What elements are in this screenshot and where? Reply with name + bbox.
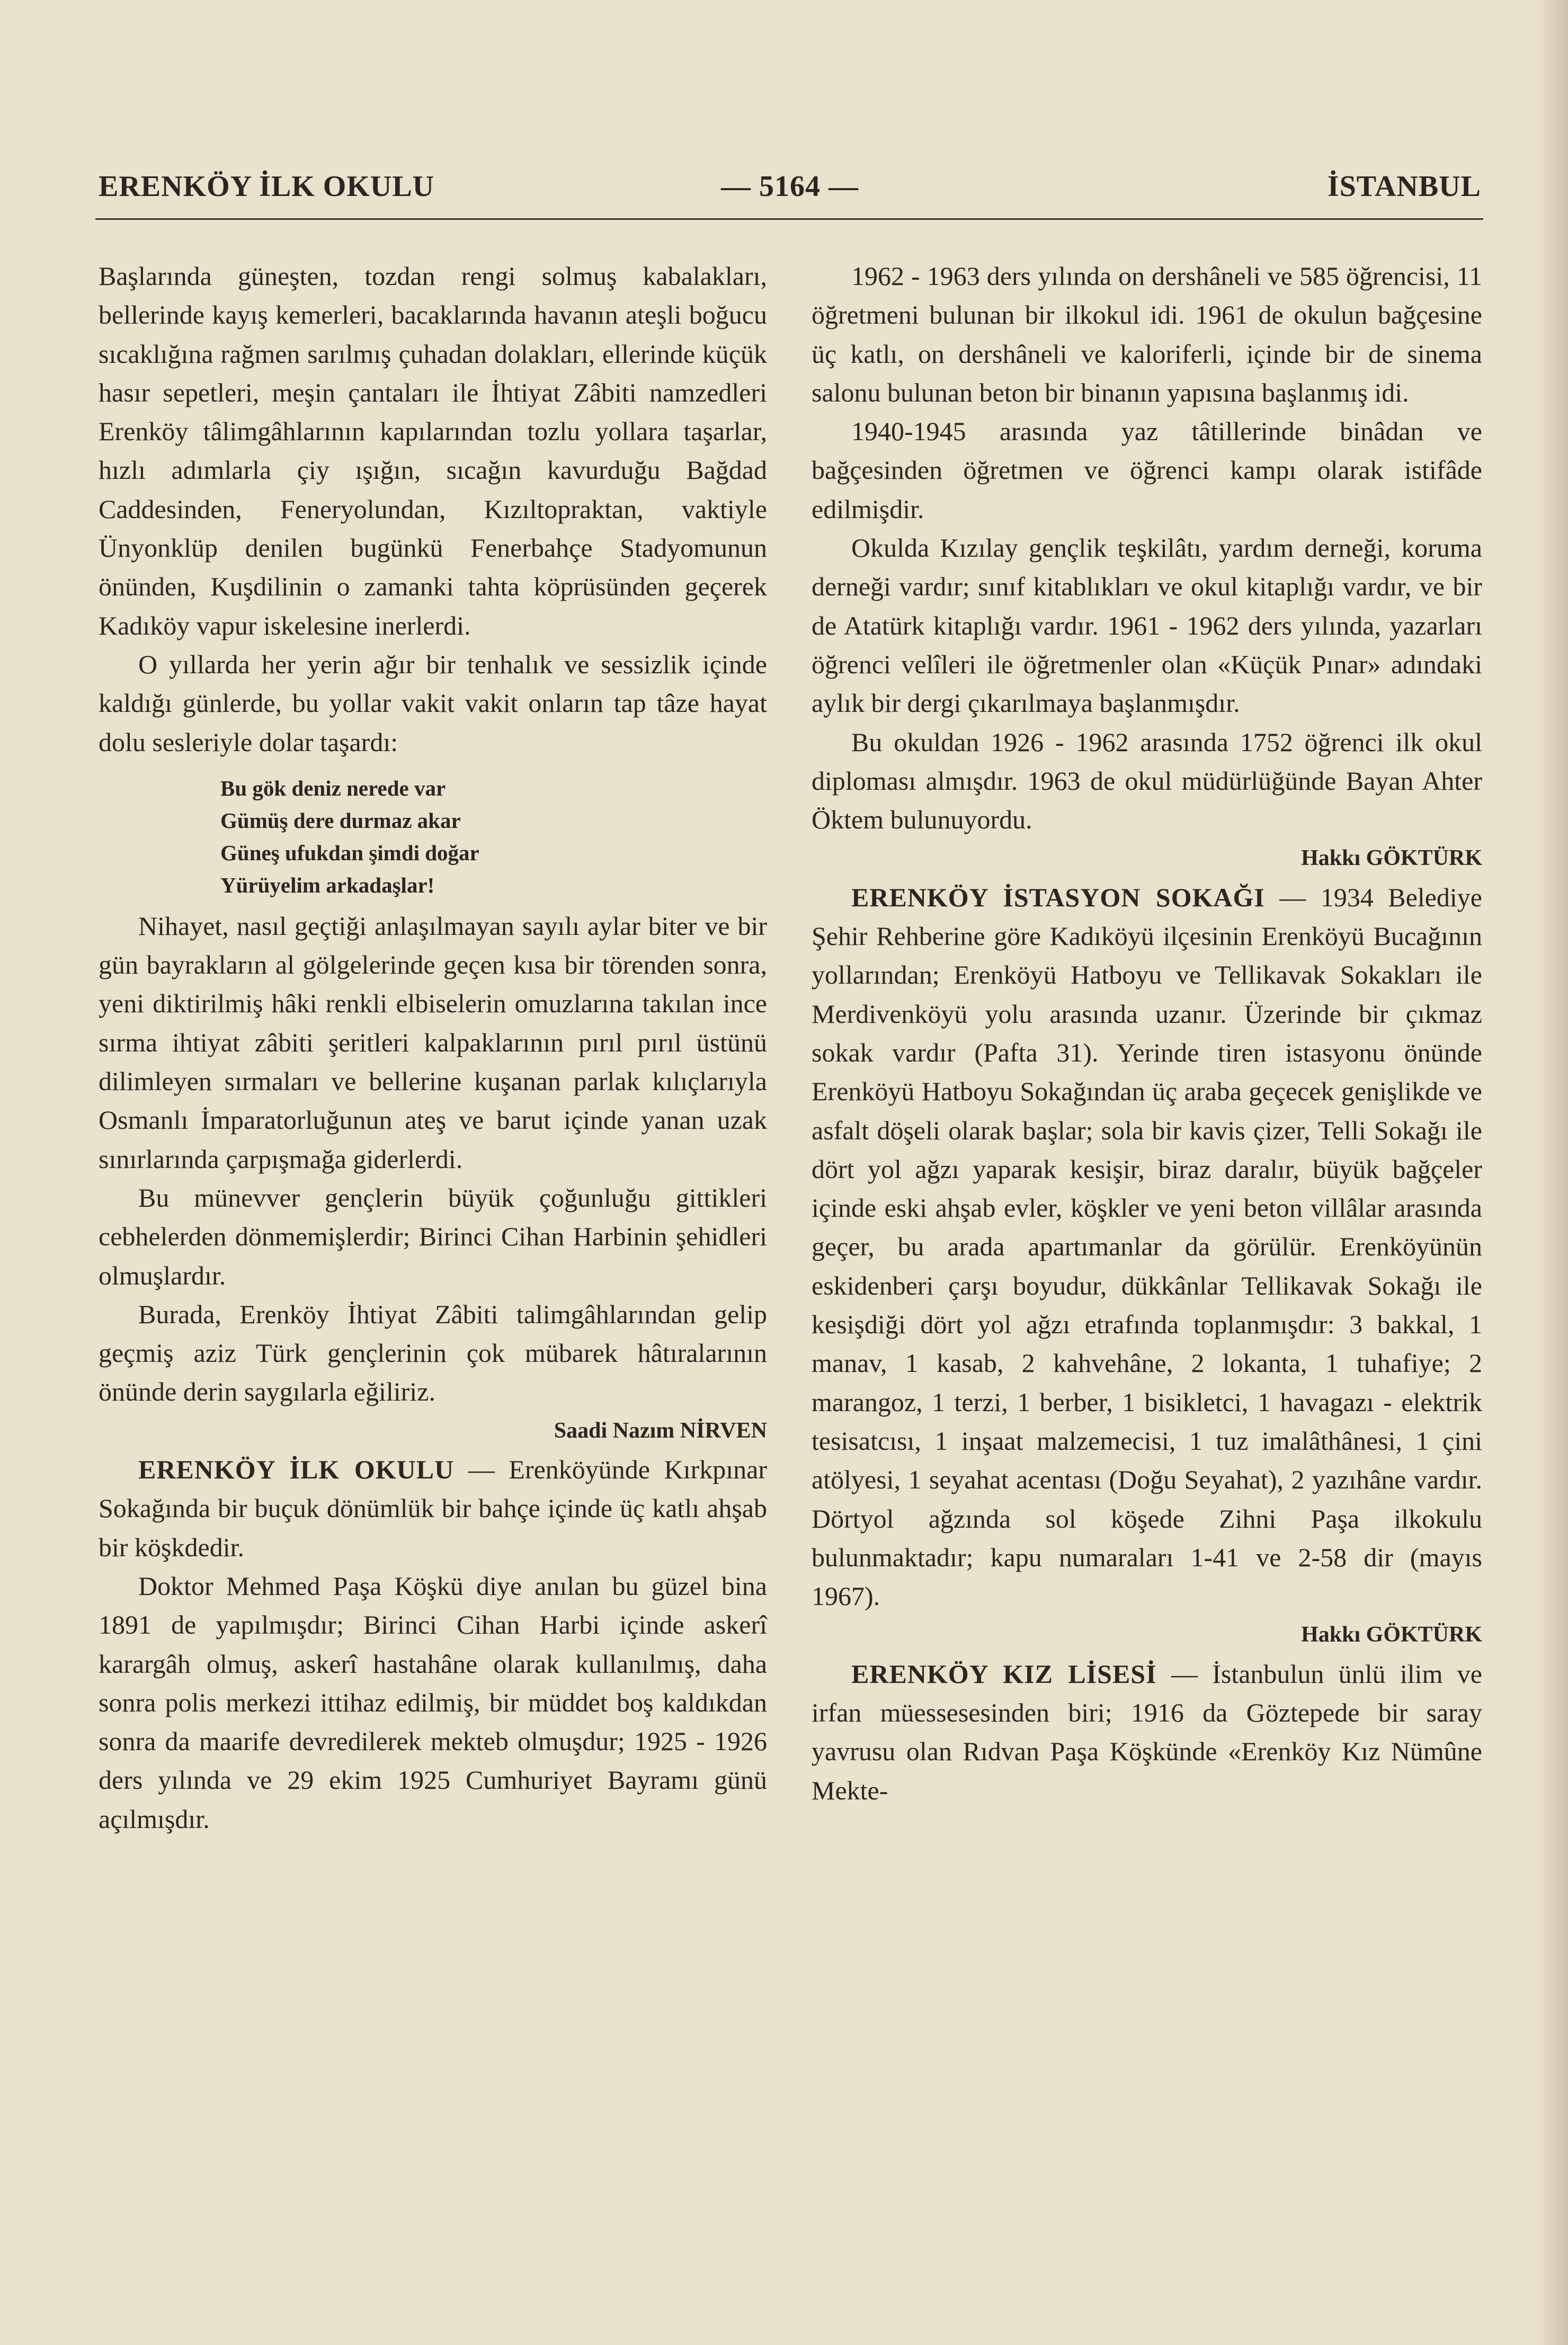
poem-line: Bu gök deniz nerede var <box>220 775 446 800</box>
paragraph: 1962 - 1963 ders yılında on dershâneli ve 585 öğrencisi, 11 öğretmeni bulunan bir ilkokul idi. 1961 de okulun bağçesine üç katlı, on dershâneli ve kaloriferli, içinde bir de sinema salonu bulunan beton bir binanın yapısına başlanmış idi. <box>812 261 1482 407</box>
running-title-left: ERENKÖY İLK OKULU <box>99 170 435 203</box>
poem <box>220 772 767 902</box>
header-rule <box>95 218 1483 220</box>
paragraph: Burada, Erenköy İhtiyat Zâbiti talimgâhlarından gelip geçmiş aziz Türk gençlerinin çok mübarek hâtıralarının önünde derin saygılarla eğiliriz. <box>99 1299 767 1407</box>
entry-paragraph <box>99 1450 767 1567</box>
page-edge-shadow <box>1536 0 1568 2345</box>
entry-title: ERENKÖY İLK OKULU <box>138 1455 455 1485</box>
poem-line: Yürüyelim arkadaşlar! <box>220 872 435 897</box>
poem-line: Güneş ufukdan şimdi doğar <box>220 840 479 865</box>
right-column <box>812 257 1482 1810</box>
entry-paragraph <box>812 878 1482 1616</box>
poem-line: Gümüş dere durmaz akar <box>220 808 461 833</box>
paragraph: 1940-1945 arasında yaz tâtillerinde binâdan ve bağçesinden öğretmen ve öğrenci kampı olarak istifâde edilmişdir. <box>812 416 1482 524</box>
paragraph: Bu münevver gençlerin büyük çoğunluğu gittikleri cebhelerden dönmemişlerdir; Birinci Cihan Harbinin şehidleri olmuşlardır. <box>99 1182 767 1290</box>
left-column <box>99 257 767 1839</box>
author-signature: Saadi Nazım NİRVEN <box>554 1418 767 1443</box>
entry-text: — 1934 Belediye Şehir Rehberine göre Kadıköyü ilçesinin Erenköyü Bucağının yollarından; Erenköyü Hatboyu ve Tellikavak Sokakları ile Merdivenköyü yolu arasında uzanır. Üzerinde bir çıkmaz sokak vardır (Pafta 31). Yerinde tiren istasyonu önünde Erenköyü Hatboyu Sokağından üç araba geçecek genişlikde ve asfalt döşeli olarak başlar; sola bir kavis çizer, Telli Sokağı ile dört yol ağzı yaparak kesişir, biraz daralır, büyük bağçeler içinde eski ahşab evler, köşkler ve yeni beton villâlar arasında geçer, bu arada apartımanlar da görülür. Erenköyünün eskidenberi çarşı boyudur, dükkânlar Tellikavak Sokağı ile kesişdiği dört yol ağzı etrafında toplanmışdır: 3 bakkal, 1 manav, 1 kasab, 2 kahvehâne, 2 lokanta, 1 tuhafiye; 2 marangoz, 1 terzi, 1 berber, 1 bisikletci, 1 havagazı - elektrik tesisatcısı, 1 inşaat malzemecisi, 1 tuz imalâthânesi, 1 çini atölyesi, 1 seyahat acentası (Doğu Seyahat), 2 yazıhâne vardır. Dörtyol ağzında sol köşede Zihni Paşa ilkokulu bulunmaktadır; kapu numaraları 1-41 ve 2-58 dir (mayıs 1967). <box>812 882 1482 1611</box>
entry-title: ERENKÖY İSTASYON SOKAĞI <box>851 882 1265 912</box>
paragraph: Bu okuldan 1926 - 1962 arasında 1752 öğrenci ilk okul diploması almışdır. 1963 de okul müdürlüğünde Bayan Ahter Öktem bulunuyordu. <box>812 727 1482 835</box>
entry-text: — İstanbulun ünlü ilim ve irfan müessesesinden biri; 1916 da Göztepede bir saray yavrusu olan Rıdvan Paşa Köşkünde «Erenköy Kız Nümûne Mekte- <box>812 1659 1482 1805</box>
page-number: — 5164 — <box>721 170 859 203</box>
page-header <box>99 170 1481 212</box>
paragraph: O yıllarda her yerin ağır bir tenhalık ve sessizlik içinde kaldığı günlerde, bu yollar vakit vakit onların tap tâze hayat dolu sesleriyle dolar taşardı: <box>99 649 767 757</box>
author-signature: Hakkı GÖKTÜRK <box>1301 846 1482 871</box>
paragraph: Nihayet, nasıl geçtiği anlaşılmayan sayılı aylar biter ve bir gün bayrakların al gölgelerinde geçen kısa bir törenden sonra, yeni diktirilmiş hâki renkli elbiselerin omuzlarına takılan ince sırma ihtiyat zâbiti şeritleri kalpaklarının pırıl pırıl üstünü dilimleyen sırmaları ve bellerine kuşanan parlak kılıçlarıyla Osmanlı İmparatorluğunun ateş ve barut içinde yanan uzak sınırlarında çarpışmağa giderlerdi. <box>99 911 767 1174</box>
author-signature: Hakkı GÖKTÜRK <box>1301 1622 1482 1647</box>
paragraph: Okulda Kızılay gençlik teşkilâtı, yardım derneği, koruma derneği vardır; sınıf kitablıkları ve okul kitaplığı vardır, ve bir de Atatürk kitaplığı vardır. 1961 - 1962 ders yılında, yazarları öğrenci velîleri ile öğretmenler olan «Küçük Pınar» adındaki aylık bir dergi çıkarılmaya başlanmışdır. <box>812 533 1482 718</box>
entry-title: ERENKÖY KIZ LİSESİ <box>851 1659 1157 1689</box>
entry-paragraph <box>812 1655 1482 1810</box>
paragraph: Başlarında güneşten, tozdan rengi solmuş kabalakları, bellerinde kayış kemerleri, bacaklarında havanın ateşli boğucu sıcaklığına rağmen sarılmış çuhadan dolakları, ellerinde küçük hasır sepetleri, meşin çantaları ile İhtiyat Zâbiti namzedleri Erenköy tâlimgâhlarının kapılarından tozlu yollara taşarlar, hızlı adımlarla çiy ışığın, sıcağın kavurduğu Bağdad Caddesinden, Feneryolundan, Kızıltopraktan, vaktiyle Ünyonklüp denilen bugünkü Fenerbahçe Stadyomunun önünden, Kuşdilinin o zamanki tahta köprüsünden geçerek Kadıköy vapur iskelesine inerlerdi. <box>99 261 767 640</box>
running-title-right: İSTANBUL <box>1327 170 1481 203</box>
paragraph: Doktor Mehmed Paşa Köşkü diye anılan bu güzel bina 1891 de yapılmışdır; Birinci Cihan Harbi içinde askerî karargâh olmuş, askerî hastahâne olarak kullanılmış, daha sonra polis merkezi ittihaz edilmiş, bir müddet boş kaldıkdan sonra da maarife devredilerek mekteb olmuşdur; 1925 - 1926 ders yılında ve 29 ekim 1925 Cumhuriyet Bayramı günü açılmışdır. <box>99 1571 767 1834</box>
entry-text: — Erenköyünde Kırkpınar Sokağında bir buçuk dönümlük bir bahçe içinde üç katlı ahşab bir köşkdedir. <box>99 1455 767 1562</box>
